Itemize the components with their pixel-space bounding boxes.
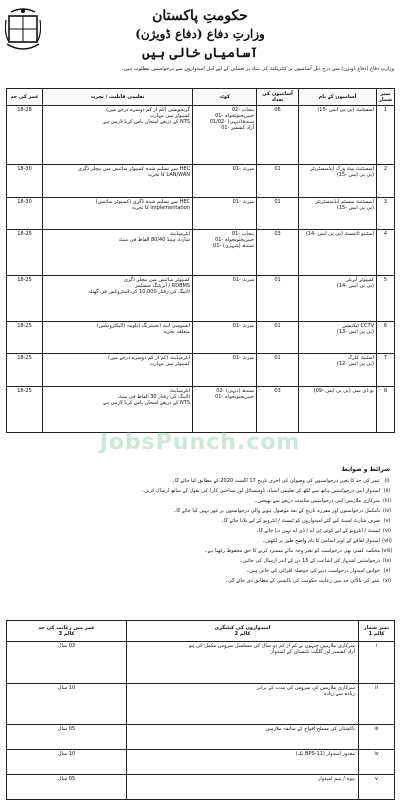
condition-text: امیدوار لفافے کے اوپر آسامی کا نام واضح طور پر لکھیں۔ — [262, 538, 380, 544]
list-item — [6, 548, 394, 558]
quota-cell: پنجاب -01 خیبرپختونخواہ -01 سندھ (شہری) -01 — [193, 230, 257, 276]
row-number-cell: iv — [359, 750, 395, 775]
relaxation-cell: 05 سال — [7, 725, 127, 750]
condition-number: (ix) — [382, 558, 392, 564]
qualification-cell: انٹرمیڈیٹ شارٹ ہینڈ 80/40 الفاظ فی منٹ — [43, 230, 193, 276]
relaxation-cell: 05 سال — [7, 775, 127, 800]
relaxation-cell: 03 سال — [7, 642, 127, 684]
age-relaxation-table — [6, 620, 395, 800]
condition-text: درخواستیں اشتہار کی اشاعت کے 15 دن کے اندر ارسال کی جائیں۔ — [239, 558, 380, 564]
post-count-cell: 01 — [257, 197, 299, 230]
age-limit-cell: 18-25 — [7, 276, 43, 322]
post-count-cell: 03 — [257, 387, 299, 433]
post-name-cell: اسسٹنٹ سسٹم ایڈمنسٹریٹر (بی پی ایس -15) — [299, 197, 377, 230]
post-name-cell: یو ڈی سی (بی پی ایس -09) — [299, 387, 377, 433]
qualification-cell: انٹرمیڈیٹ (کم از کم دوسرے درجے میں) کمپیوٹر میں مہارت — [43, 354, 193, 387]
column-header: آسامیوں کے نام — [299, 89, 377, 106]
condition-number: (viii) — [381, 548, 393, 554]
quota-cell: سندھ (دیہی) -02 خیبرپختونخواہ -01 — [193, 387, 257, 433]
age-limit-cell: 18-25 — [7, 321, 43, 354]
row-number-cell: v — [359, 775, 395, 800]
post-name-cell: CCTV ٹیکنیشن (بی پی ایس -13) — [299, 321, 377, 354]
post-name-cell: اسسٹنٹ (بی پی ایس -15) — [299, 106, 377, 165]
post-count-cell: 01 — [257, 321, 299, 354]
quota-cell: میرٹ -01 — [193, 197, 257, 230]
condition-text: صرف شارٹ لسٹ کیے گئے امیدواروں کو ٹیسٹ / انٹرویو کے لیے بلایا جائے گا۔ — [221, 518, 380, 524]
post-name-cell: اسٹینو ٹائپسٹ (بی پی ایس -14) — [299, 230, 377, 276]
table-row — [7, 164, 395, 197]
quota-cell: پنجاب -02 خیبرپختونخواہ -01 سندھ(دیہی) -01/02 آزاد کشمیر -01 — [193, 106, 257, 165]
age-limit-cell: 18-30 — [7, 197, 43, 230]
condition-number: (vi) — [382, 528, 392, 534]
quota-cell: میرٹ -01 — [193, 354, 257, 387]
condition-text: محکمہ کسی بھی درخواست کو بغیر وجہ بتائے مسترد کرنے کا حق محفوظ رکھتا ہے۔ — [204, 548, 380, 554]
column-header: عمر میں رعایت کی حد کالم 3 — [7, 621, 127, 642]
row-number-cell: 6 — [377, 321, 395, 354]
table-row — [7, 354, 395, 387]
age-limit-cell: 18-25 — [7, 387, 43, 433]
condition-text: عمر کی بالائی حد میں رعایت حکومت کی پالیسی کے مطابق دی جائے گی۔ — [225, 578, 380, 584]
table-row — [7, 775, 395, 800]
quota-cell: میرٹ -01 — [193, 164, 257, 197]
watermark: JobsPunch.com — [99, 430, 301, 455]
row-number-cell: iii — [359, 725, 395, 750]
list-item — [6, 568, 394, 578]
qualification-cell: گریجویشن (کم از کم دوسرے درجے میں) کمپیوٹر میں مہارت NTS کے ذریعے امتحان پاس کرنا لازمی ہے — [43, 106, 193, 165]
row-number-cell: ii — [359, 683, 395, 725]
age-limit-cell: 18-30 — [7, 164, 43, 197]
condition-number: (iii) — [382, 498, 392, 504]
category-cell: معذور امیدوار (BPS-11 تک) — [127, 750, 359, 775]
list-item — [6, 558, 394, 568]
qualification-cell: ایسوسی ایٹ انجینئرنگ ڈپلومہ (الیکٹرونکس) متعلقہ تجربہ — [43, 321, 193, 354]
post-name-cell: اسٹیٹ کلرک (بی پی ایس -12) — [299, 354, 377, 387]
row-number-cell: 1 — [377, 106, 395, 165]
category-cell: بیوہ / یتیم امیدوار — [127, 775, 359, 800]
column-header: عمر کی حد — [7, 89, 43, 106]
table-row — [7, 725, 395, 750]
table-header-row — [7, 89, 395, 106]
condition-number: (iv) — [382, 508, 392, 514]
relaxation-cell: 10 سال — [7, 683, 127, 725]
list-item — [6, 488, 394, 498]
vacancies-table — [6, 88, 395, 433]
condition-number: (i) — [384, 478, 390, 484]
table-row — [7, 683, 395, 725]
row-number-cell: 7 — [377, 354, 395, 387]
qualification-cell: HEC سے تسلیم شدہ ڈگری (کمپیوٹر سائنس) implementation کا تجربہ — [43, 197, 193, 230]
conditions-list — [6, 478, 394, 608]
post-count-cell: 01 — [257, 354, 299, 387]
relaxation-cell: 10 سال — [7, 750, 127, 775]
condition-text: نامکمل درخواستوں اور مقررہ تاریخ کے بعد موصول ہونے والی درخواستوں پر غور نہیں کیا جائے گا۔ — [173, 508, 380, 514]
list-item — [6, 518, 394, 528]
list-item — [6, 538, 394, 548]
row-number-cell: 5 — [377, 276, 395, 322]
age-limit-cell: 18-28 — [7, 106, 43, 165]
table-row — [7, 750, 395, 775]
row-number-cell: 8 — [377, 387, 395, 433]
table-row — [7, 106, 395, 165]
age-limit-cell: 18-25 — [7, 230, 43, 276]
qualification-cell: کمپیوٹر سائنس میں بیچلر ڈگری RDBMS / آپریٹنگ سسٹمز ٹائپنگ کی رفتار 10,000 کی اسٹروکس فی گھنٹہ — [43, 276, 193, 322]
conditions-heading: شرائط و ضوابط — [341, 466, 390, 473]
qualification-cell: انٹرمیڈیٹ ٹائپنگ کی رفتار 30 الفاظ فی منٹ NTS کے ذریعے امتحان پاس کرنا لازمی ہے — [43, 387, 193, 433]
row-number-cell: i — [359, 642, 395, 684]
column-header: کوٹہ — [193, 89, 257, 106]
table-row — [7, 387, 395, 433]
government-title: حکومتِ پاکستان — [152, 8, 248, 24]
table-row — [7, 642, 395, 684]
column-header: نمبر شمار — [377, 89, 395, 106]
table-row — [7, 276, 395, 322]
qualification-cell: HEC سے تسلیم شدہ کمپیوٹر سائنس میں بیچلر ڈگری LAN/WAN کا تجربہ — [43, 164, 193, 197]
condition-text: عمر کی حد کا تعین درخواستوں کی وصولی کی آخری تاریخ 17 اگست 2020 کے مطابق کیا جائے گا۔ — [172, 478, 380, 484]
condition-number: (x) — [383, 568, 391, 574]
column-header: تعلیمی قابلیت / تجربہ — [43, 89, 193, 106]
condition-text: سرکاری ملازمین اپنی درخواستیں مناسب ذریعے سے بھیجیں۔ — [254, 498, 380, 504]
condition-number: (xi) — [382, 578, 392, 584]
table-row — [7, 321, 395, 354]
condition-number: (v) — [383, 518, 391, 524]
table-row — [7, 197, 395, 230]
column-header: امیدواروں کی کیٹیگری کالم 2 — [127, 621, 359, 642]
column-header: نمبر شمار کالم 1 — [359, 621, 395, 642]
category-cell: پاکستان کی مسلح افواج کے سابقہ ملازمین — [127, 725, 359, 750]
age-limit-cell: 18-25 — [7, 354, 43, 387]
ministry-title: وزارتِ دفاع (دفاع ڈویژن) — [135, 27, 265, 41]
post-count-cell: 06 — [257, 106, 299, 165]
condition-number: (vii) — [382, 538, 392, 544]
post-count-cell: 01 — [257, 164, 299, 197]
post-name-cell: کمپیوٹر آپریٹر (بی پی ایس -14) — [299, 276, 377, 322]
condition-text: امیدوار اپنی درخواستیں ہاتھ سے لکھ کر تعلیمی اسناد، ڈومیسائل اور شناختی کارڈ کی نقول کے ساتھ ارسال کریں۔ — [141, 488, 380, 494]
row-number-cell: 3 — [377, 197, 395, 230]
condition-number: (ii) — [383, 488, 391, 494]
post-name-cell: اسسٹنٹ نیٹ ورک ایڈمنسٹریٹر (بی پی ایس -15) — [299, 164, 377, 197]
list-item — [6, 528, 394, 538]
column-header: آسامیوں کی تعداد — [257, 89, 299, 106]
list-item — [6, 578, 394, 588]
post-count-cell: 03 — [257, 230, 299, 276]
condition-text: ٹیسٹ / انٹرویو کے لیے کوئی ٹی اے / ڈی اے نہیں دیا جائے گا۔ — [255, 528, 380, 534]
row-number-cell: 4 — [377, 230, 395, 276]
table-header-row — [7, 621, 395, 642]
category-cell: سرکاری ملازمین کی سروس کی مدت کے برابر زیادہ سے زیادہ — [127, 683, 359, 725]
post-count-cell: 01 — [257, 276, 299, 322]
row-number-cell: 2 — [377, 164, 395, 197]
table-row — [7, 230, 395, 276]
quota-cell: میرٹ -01 — [193, 321, 257, 354]
category-cell: سرکاری ملازمین جنہوں نے کم از کم دو سال کی مسلسل سروس مکمل کی ہو آزاد کشمیر اور گلگت بلتستان کے امیدوار — [127, 642, 359, 684]
list-item — [6, 478, 394, 488]
list-item — [6, 498, 394, 508]
intro-paragraph: وزارتِ دفاع (دفاع ڈویژن) میں درج ذیل آسامیوں پر کنٹریکٹ کی بنیاد پر تعیناتی کے لیے اہل امیدواروں سے درخواستیں مطلوب ہیں۔ — [121, 66, 394, 72]
vacancies-heading: آسامیاں خالی ہیں — [142, 46, 258, 61]
condition-text: خواتین امیدوار درخواست دینے کی حوصلہ افزائی کی جاتی ہیں۔ — [246, 568, 380, 574]
list-item — [6, 508, 394, 518]
quota-cell: میرٹ -01 — [193, 276, 257, 322]
